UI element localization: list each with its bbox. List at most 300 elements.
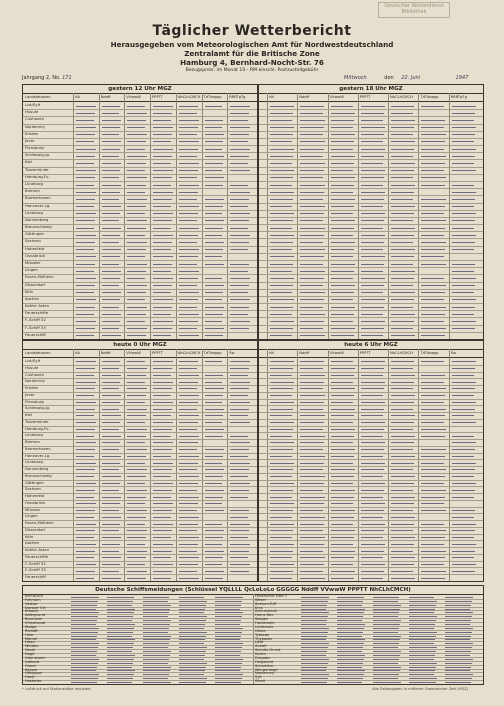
handwritten-entry bbox=[421, 170, 443, 171]
handwritten-entry bbox=[452, 415, 474, 416]
handwritten-entry bbox=[143, 624, 170, 625]
handwritten-entry bbox=[452, 571, 475, 572]
handwritten-entry bbox=[179, 564, 198, 565]
handwritten-entry bbox=[421, 149, 443, 150]
column-header: NhCLhCMCH bbox=[177, 351, 201, 355]
handwritten-entry bbox=[331, 156, 355, 157]
handwritten-entry bbox=[300, 120, 324, 121]
handwritten-entry bbox=[127, 271, 146, 272]
column-header: RRRTgTg bbox=[229, 95, 246, 99]
handwritten-entry bbox=[179, 483, 198, 484]
handwritten-entry bbox=[300, 149, 323, 150]
handwritten-entry bbox=[361, 544, 385, 545]
handwritten-entry bbox=[337, 597, 364, 598]
station-name: Bremen bbox=[25, 188, 40, 194]
column-header: iiiii bbox=[269, 95, 274, 99]
handwritten-entry bbox=[391, 537, 415, 538]
handwritten-entry bbox=[300, 328, 322, 329]
handwritten-entry bbox=[205, 524, 223, 525]
handwritten-entry bbox=[337, 655, 365, 656]
handwritten-entry bbox=[391, 242, 413, 243]
handwritten-entry bbox=[391, 249, 415, 250]
handwritten-entry bbox=[215, 632, 242, 633]
handwritten-entry bbox=[445, 651, 471, 652]
handwritten-entry bbox=[205, 436, 224, 437]
column-header: RRRTgTg bbox=[450, 95, 467, 99]
handwritten-entry bbox=[391, 163, 415, 164]
handwritten-entry bbox=[102, 361, 121, 362]
handwritten-entry bbox=[215, 659, 243, 660]
handwritten-entry bbox=[71, 605, 97, 606]
handwritten-entry bbox=[391, 476, 415, 477]
handwritten-entry bbox=[337, 659, 364, 660]
handwritten-entry bbox=[421, 510, 445, 511]
handwritten-entry bbox=[102, 113, 120, 114]
handwritten-entry bbox=[153, 557, 171, 558]
handwritten-entry bbox=[452, 375, 474, 376]
station-name: List/Sylt bbox=[25, 358, 41, 363]
handwritten-entry bbox=[179, 597, 204, 598]
handwritten-entry bbox=[76, 449, 95, 450]
handwritten-entry bbox=[361, 141, 383, 142]
handwritten-entry bbox=[409, 643, 434, 644]
handwritten-entry bbox=[361, 271, 383, 272]
station-name: Braunschweig bbox=[25, 224, 52, 230]
handwritten-entry bbox=[331, 375, 354, 376]
station-name: Osnabrück bbox=[25, 499, 46, 505]
handwritten-entry bbox=[205, 134, 225, 135]
handwritten-entry bbox=[76, 156, 95, 157]
handwritten-entry bbox=[331, 463, 353, 464]
section-yesterday-18utc bbox=[258, 84, 484, 340]
handwritten-entry bbox=[153, 271, 171, 272]
handwritten-entry bbox=[421, 388, 445, 389]
handwritten-entry bbox=[153, 375, 171, 376]
handwritten-entry bbox=[361, 149, 385, 150]
station-name: Düsseldorf bbox=[25, 281, 46, 287]
ship-station-name: Memel bbox=[25, 636, 38, 641]
handwritten-entry bbox=[205, 395, 224, 396]
ship-station-name: Fehmarn bbox=[25, 597, 41, 602]
issue-date-value: 22. Juni bbox=[401, 75, 421, 81]
handwritten-entry bbox=[361, 395, 383, 396]
handwritten-entry bbox=[107, 636, 132, 637]
handwritten-entry bbox=[179, 616, 207, 617]
handwritten-entry bbox=[421, 134, 445, 135]
column-header: Nddff bbox=[299, 351, 310, 355]
handwritten-entry bbox=[127, 149, 145, 150]
handwritten-entry bbox=[421, 503, 443, 504]
ship-station-name: Utsira bbox=[255, 628, 266, 633]
issue-label-text: Jahrgang 2, No. bbox=[22, 75, 61, 81]
handwritten-entry bbox=[127, 256, 145, 257]
handwritten-entry bbox=[391, 503, 414, 504]
handwritten-entry bbox=[445, 678, 472, 679]
handwritten-entry bbox=[452, 395, 474, 396]
handwritten-entry bbox=[215, 601, 242, 602]
handwritten-entry bbox=[391, 321, 414, 322]
handwritten-entry bbox=[107, 624, 135, 625]
handwritten-entry bbox=[179, 127, 198, 128]
handwritten-entry bbox=[179, 235, 198, 236]
handwritten-entry bbox=[331, 497, 354, 498]
handwritten-entry bbox=[391, 106, 414, 107]
handwritten-entry bbox=[300, 256, 323, 257]
ship-station-name: Christiansö bbox=[25, 621, 46, 626]
handwritten-entry bbox=[421, 199, 445, 200]
handwritten-entry bbox=[127, 382, 145, 383]
handwritten-entry bbox=[409, 601, 437, 602]
ship-station-name: Ems bbox=[255, 605, 263, 610]
handwritten-entry bbox=[127, 163, 146, 164]
handwritten-entry bbox=[421, 120, 444, 121]
handwritten-entry bbox=[215, 651, 241, 652]
handwritten-entry bbox=[127, 503, 145, 504]
handwritten-entry bbox=[127, 314, 146, 315]
handwritten-entry bbox=[127, 368, 147, 369]
handwritten-entry bbox=[102, 235, 121, 236]
handwritten-entry bbox=[270, 388, 293, 389]
handwritten-entry bbox=[153, 285, 172, 286]
handwritten-entry bbox=[270, 578, 292, 579]
table-row bbox=[23, 574, 257, 582]
handwritten-entry bbox=[409, 597, 434, 598]
stations-header: Landstationen bbox=[25, 351, 51, 355]
handwritten-entry bbox=[102, 578, 122, 579]
station-name: Sachsen bbox=[25, 486, 41, 492]
handwritten-entry bbox=[179, 674, 204, 675]
handwritten-entry bbox=[107, 632, 133, 633]
handwritten-entry bbox=[270, 429, 293, 430]
handwritten-entry bbox=[179, 636, 206, 637]
handwritten-entry bbox=[230, 185, 248, 186]
handwritten-entry bbox=[421, 328, 445, 329]
handwritten-entry bbox=[361, 113, 384, 114]
handwritten-entry bbox=[270, 537, 292, 538]
handwritten-entry bbox=[143, 628, 169, 629]
handwritten-entry bbox=[153, 510, 172, 511]
handwritten-entry bbox=[215, 639, 240, 640]
section-title: heute 0 Uhr MGZ bbox=[23, 341, 257, 350]
handwritten-entry bbox=[300, 113, 322, 114]
station-name: Kahler Asten bbox=[25, 303, 50, 309]
ship-station-name: Kullen bbox=[255, 652, 266, 657]
handwritten-entry bbox=[230, 249, 248, 250]
handwritten-entry bbox=[76, 199, 95, 200]
handwritten-entry bbox=[179, 328, 197, 329]
handwritten-entry bbox=[179, 228, 199, 229]
handwritten-entry bbox=[452, 442, 476, 443]
handwritten-entry bbox=[270, 314, 292, 315]
handwritten-entry bbox=[301, 616, 328, 617]
handwritten-entry bbox=[76, 328, 95, 329]
handwritten-entry bbox=[76, 256, 96, 257]
handwritten-entry bbox=[409, 663, 437, 664]
handwritten-entry bbox=[76, 249, 94, 250]
handwritten-entry bbox=[300, 422, 323, 423]
handwritten-entry bbox=[205, 106, 223, 107]
column-header: TdTdappp bbox=[420, 95, 439, 99]
handwritten-entry bbox=[179, 497, 199, 498]
handwritten-entry bbox=[127, 242, 147, 243]
handwritten-entry bbox=[331, 242, 355, 243]
handwritten-entry bbox=[421, 449, 445, 450]
handwritten-entry bbox=[153, 388, 172, 389]
handwritten-entry bbox=[153, 368, 172, 369]
handwritten-entry bbox=[127, 228, 146, 229]
handwritten-entry bbox=[102, 149, 121, 150]
handwritten-entry bbox=[270, 335, 292, 336]
handwritten-entry bbox=[337, 682, 362, 683]
handwritten-entry bbox=[179, 242, 197, 243]
handwritten-entry bbox=[107, 628, 134, 629]
column-header: iiiii bbox=[75, 351, 80, 355]
handwritten-entry bbox=[270, 463, 294, 464]
handwritten-entry bbox=[153, 228, 171, 229]
handwritten-entry bbox=[445, 601, 472, 602]
ship-station-name: Öland bbox=[25, 663, 36, 668]
handwritten-entry bbox=[270, 375, 292, 376]
handwritten-entry bbox=[373, 659, 399, 660]
handwritten-entry bbox=[452, 278, 476, 279]
handwritten-entry bbox=[361, 220, 384, 221]
handwritten-entry bbox=[76, 206, 94, 207]
handwritten-entry bbox=[153, 314, 171, 315]
handwritten-entry bbox=[391, 497, 415, 498]
handwritten-entry bbox=[452, 382, 476, 383]
column-header: VVwwW bbox=[329, 95, 344, 99]
handwritten-entry bbox=[301, 620, 327, 621]
handwritten-entry bbox=[102, 571, 120, 572]
handwritten-entry bbox=[331, 213, 353, 214]
handwritten-entry bbox=[205, 375, 224, 376]
handwritten-entry bbox=[421, 141, 444, 142]
handwritten-entry bbox=[127, 249, 146, 250]
handwritten-entry bbox=[421, 497, 444, 498]
handwritten-entry bbox=[205, 120, 224, 121]
ship-station-name: Hanö bbox=[25, 675, 35, 680]
ship-station-name: Horns Rev bbox=[255, 613, 274, 618]
handwritten-entry bbox=[445, 674, 473, 675]
handwritten-entry bbox=[76, 436, 94, 437]
handwritten-entry bbox=[230, 307, 249, 308]
handwritten-entry bbox=[153, 264, 172, 265]
handwritten-entry bbox=[270, 134, 293, 135]
handwritten-entry bbox=[270, 490, 293, 491]
handwritten-entry bbox=[270, 510, 293, 511]
handwritten-entry bbox=[153, 235, 173, 236]
handwritten-entry bbox=[337, 667, 362, 668]
handwritten-entry bbox=[230, 517, 248, 518]
handwritten-entry bbox=[452, 551, 475, 552]
handwritten-entry bbox=[337, 628, 364, 629]
column-header: PPPTT bbox=[359, 351, 371, 355]
handwritten-entry bbox=[71, 651, 97, 652]
handwritten-entry bbox=[230, 510, 249, 511]
handwritten-entry bbox=[373, 655, 400, 656]
handwritten-entry bbox=[337, 605, 362, 606]
station-name: Münster bbox=[25, 260, 41, 265]
ship-station-name: Odensholm bbox=[25, 655, 46, 660]
handwritten-entry bbox=[270, 307, 293, 308]
handwritten-entry bbox=[102, 278, 121, 279]
column-header: Nddff bbox=[100, 351, 111, 355]
handwritten-entry bbox=[102, 256, 121, 257]
handwritten-entry bbox=[409, 605, 436, 606]
handwritten-entry bbox=[391, 544, 414, 545]
handwritten-entry bbox=[421, 242, 445, 243]
station-name: Hannover-Lg. bbox=[25, 452, 51, 458]
handwritten-entry bbox=[391, 113, 413, 114]
handwritten-entry bbox=[331, 228, 354, 229]
handwritten-entry bbox=[230, 571, 249, 572]
station-name: Feuerschiff bbox=[25, 574, 46, 580]
handwritten-entry bbox=[205, 256, 223, 257]
handwritten-entry bbox=[445, 628, 473, 629]
station-name: Flensburg bbox=[25, 398, 44, 404]
handwritten-entry bbox=[361, 415, 383, 416]
handwritten-entry bbox=[71, 655, 96, 656]
handwritten-entry bbox=[270, 220, 293, 221]
handwritten-entry bbox=[230, 449, 249, 450]
handwritten-entry bbox=[153, 422, 173, 423]
handwritten-entry bbox=[300, 177, 322, 178]
ship-station-name: Bornholm bbox=[25, 617, 43, 622]
handwritten-entry bbox=[143, 632, 168, 633]
handwritten-entry bbox=[301, 632, 328, 633]
handwritten-entry bbox=[331, 415, 354, 416]
handwritten-entry bbox=[421, 249, 444, 250]
handwritten-entry bbox=[153, 120, 171, 121]
handwritten-entry bbox=[205, 544, 223, 545]
handwritten-entry bbox=[76, 120, 94, 121]
handwritten-entry bbox=[445, 632, 472, 633]
section-yesterday-12utc bbox=[22, 84, 258, 340]
handwritten-entry bbox=[300, 192, 323, 193]
handwritten-entry bbox=[153, 476, 171, 477]
handwritten-entry bbox=[452, 149, 476, 150]
handwritten-entry bbox=[230, 192, 250, 193]
handwritten-entry bbox=[153, 497, 171, 498]
handwritten-entry bbox=[452, 134, 475, 135]
handwritten-entry bbox=[373, 636, 401, 637]
handwritten-entry bbox=[179, 375, 199, 376]
handwritten-entry bbox=[153, 436, 171, 437]
handwritten-entry bbox=[331, 571, 355, 572]
handwritten-entry bbox=[361, 530, 384, 531]
handwritten-entry bbox=[331, 490, 355, 491]
handwritten-entry bbox=[205, 185, 224, 186]
handwritten-entry bbox=[361, 256, 385, 257]
handwritten-entry bbox=[300, 314, 324, 315]
handwritten-entry bbox=[179, 601, 207, 602]
handwritten-entry bbox=[361, 177, 384, 178]
handwritten-entry bbox=[71, 674, 99, 675]
handwritten-entry bbox=[331, 120, 354, 121]
handwritten-entry bbox=[331, 192, 353, 193]
handwritten-entry bbox=[179, 449, 197, 450]
handwritten-entry bbox=[391, 368, 413, 369]
handwritten-entry bbox=[76, 170, 96, 171]
handwritten-entry bbox=[179, 557, 199, 558]
handwritten-entry bbox=[127, 476, 146, 477]
station-name: Norderney bbox=[25, 378, 45, 384]
handwritten-entry bbox=[76, 490, 95, 491]
station-name: Bremerhaven bbox=[25, 445, 51, 451]
handwritten-entry bbox=[179, 670, 205, 671]
station-name: Braunschweig bbox=[25, 472, 52, 478]
handwritten-entry bbox=[153, 185, 171, 186]
handwritten-entry bbox=[76, 524, 96, 525]
handwritten-entry bbox=[421, 177, 445, 178]
handwritten-entry bbox=[153, 149, 173, 150]
footnote-left: * Luftdruck auf Stationshöhe reduziert bbox=[22, 687, 91, 691]
handwritten-entry bbox=[452, 436, 474, 437]
handwritten-entry bbox=[421, 163, 444, 164]
handwritten-entry bbox=[205, 530, 225, 531]
station-name: Köln bbox=[25, 533, 34, 539]
handwritten-entry bbox=[373, 597, 399, 598]
handwritten-entry bbox=[205, 213, 223, 214]
handwritten-entry bbox=[179, 678, 207, 679]
handwritten-entry bbox=[361, 429, 384, 430]
handwritten-entry bbox=[300, 368, 322, 369]
handwritten-entry bbox=[391, 402, 414, 403]
handwritten-entry bbox=[361, 185, 383, 186]
handwritten-entry bbox=[452, 449, 475, 450]
handwritten-entry bbox=[452, 537, 474, 538]
handwritten-entry bbox=[270, 368, 293, 369]
handwritten-entry bbox=[331, 271, 354, 272]
handwritten-entry bbox=[452, 361, 476, 362]
handwritten-entry bbox=[421, 361, 443, 362]
handwritten-entry bbox=[331, 503, 353, 504]
handwritten-entry bbox=[76, 141, 94, 142]
handwritten-entry bbox=[391, 134, 413, 135]
handwritten-entry bbox=[127, 530, 147, 531]
handwritten-entry bbox=[230, 285, 249, 286]
stamp-line-1: Deutscher Wetterdienst bbox=[384, 3, 444, 9]
handwritten-entry bbox=[102, 328, 120, 329]
handwritten-entry bbox=[102, 228, 122, 229]
handwritten-entry bbox=[205, 321, 223, 322]
handwritten-entry bbox=[301, 597, 329, 598]
handwritten-entry bbox=[421, 564, 443, 565]
handwritten-entry bbox=[331, 524, 353, 525]
handwritten-entry bbox=[205, 206, 224, 207]
handwritten-entry bbox=[301, 624, 326, 625]
handwritten-entry bbox=[421, 278, 443, 279]
handwritten-entry bbox=[230, 375, 248, 376]
handwritten-entry bbox=[153, 564, 173, 565]
handwritten-entry bbox=[361, 120, 383, 121]
handwritten-entry bbox=[300, 156, 322, 157]
handwritten-entry bbox=[270, 285, 293, 286]
handwritten-entry bbox=[102, 564, 121, 565]
handwritten-entry bbox=[270, 483, 294, 484]
handwritten-entry bbox=[452, 510, 475, 511]
handwritten-entry bbox=[76, 469, 95, 470]
handwritten-entry bbox=[127, 199, 147, 200]
handwritten-entry bbox=[361, 368, 384, 369]
handwritten-entry bbox=[102, 199, 120, 200]
handwritten-entry bbox=[215, 616, 242, 617]
handwritten-entry bbox=[215, 678, 242, 679]
handwritten-entry bbox=[452, 199, 475, 200]
handwritten-entry bbox=[205, 388, 225, 389]
handwritten-entry bbox=[421, 314, 444, 315]
handwritten-entry bbox=[127, 551, 147, 552]
